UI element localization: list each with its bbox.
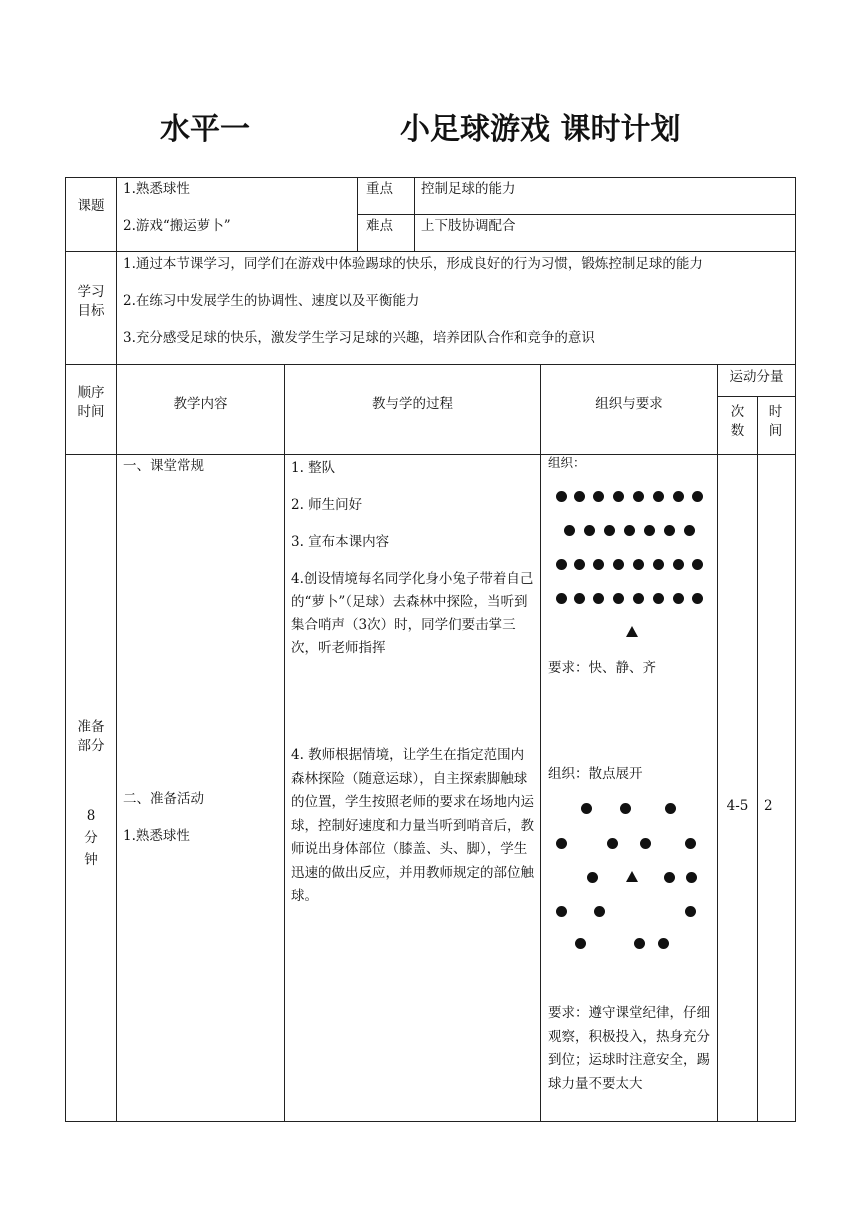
student-dot bbox=[584, 525, 595, 536]
page-title bbox=[0, 104, 860, 154]
student-dot bbox=[686, 872, 697, 883]
student-dot bbox=[581, 803, 592, 814]
header-load: 运动分量 bbox=[729, 369, 784, 385]
student-dot bbox=[620, 803, 631, 814]
student-dot bbox=[653, 593, 664, 604]
org-label-2: 组织：散点展开 bbox=[548, 766, 643, 782]
student-dot bbox=[613, 491, 624, 502]
prep-content-warmup: 二、准备活动 bbox=[123, 791, 204, 807]
student-dot bbox=[613, 593, 624, 604]
topic-item-1: 1.熟悉球性 bbox=[123, 181, 190, 197]
student-dot bbox=[607, 838, 618, 849]
student-dot bbox=[644, 525, 655, 536]
student-dot bbox=[624, 525, 635, 536]
student-dot bbox=[556, 491, 567, 502]
requirement-1: 要求：快、静、齐 bbox=[548, 660, 656, 676]
student-dot bbox=[593, 559, 604, 570]
header-count: 次数 bbox=[730, 404, 745, 439]
org-label-1: 组织： bbox=[548, 455, 586, 470]
header-process: 教与学的过程 bbox=[372, 396, 453, 412]
header-order-time: 顺序时间 bbox=[77, 385, 105, 420]
difficulty-label: 难点 bbox=[366, 218, 393, 234]
student-dot bbox=[653, 559, 664, 570]
student-dot bbox=[665, 803, 676, 814]
prep-content-routine: 一、课堂常规 bbox=[123, 458, 204, 474]
student-dot bbox=[556, 838, 567, 849]
student-dot bbox=[685, 906, 696, 917]
prep-section-label: 准备部分 bbox=[77, 719, 105, 754]
student-dot bbox=[574, 491, 585, 502]
goal-item-2: 2.在练习中发展学生的协调性、速度以及平衡能力 bbox=[123, 293, 420, 309]
teacher-marker-icon bbox=[626, 871, 638, 882]
student-dot bbox=[692, 491, 703, 502]
student-dot bbox=[613, 559, 624, 570]
student-dot bbox=[593, 491, 604, 502]
difficulty-value: 上下肢协调配合 bbox=[421, 218, 516, 234]
process-item-4: 4.创设情境每名同学化身小兔子带着自己的“萝卜”（足球）去森林中探险，当听到集合哨声（3次）时，同学们要击掌三次，听老师指挥 bbox=[291, 571, 534, 656]
student-dot bbox=[673, 593, 684, 604]
process-item-3: 3. 宣布本课内容 bbox=[291, 534, 390, 550]
teacher-marker-icon bbox=[626, 626, 638, 637]
student-dot bbox=[564, 525, 575, 536]
student-dot bbox=[653, 491, 664, 502]
goal-item-3: 3.充分感受足球的快乐，激发学生学习足球的兴趣，培养团队合作和竞争的意识 bbox=[123, 330, 595, 346]
student-dot bbox=[633, 559, 644, 570]
process-item-1: 1. 整队 bbox=[291, 460, 336, 476]
student-dot bbox=[664, 872, 675, 883]
requirement-2: 要求：遵守课堂纪律，仔细观察，积极投入，热身充分到位；运球时注意安全，踢球力量不要太大 bbox=[548, 1005, 710, 1092]
student-dot bbox=[633, 593, 644, 604]
process-item-2: 2. 师生问好 bbox=[291, 497, 363, 513]
student-dot bbox=[594, 906, 605, 917]
student-dot bbox=[658, 938, 669, 949]
student-dot bbox=[574, 593, 585, 604]
header-organization: 组织与要求 bbox=[595, 396, 663, 412]
topic-item-2: 2.游戏“搬运萝卜” bbox=[123, 218, 231, 234]
student-dot bbox=[574, 559, 585, 570]
key-point-label: 重点 bbox=[366, 181, 393, 197]
topic-label: 课题 bbox=[77, 198, 105, 214]
prep-process-list bbox=[291, 457, 537, 679]
student-dot bbox=[673, 491, 684, 502]
prep-process-2: 4. 教师根据情境，让学生在指定范围内森林探险（随意运球），自主探索脚触球的位置，学生按照老师的要求在场地内运球，控制好速度和力量当听到哨音后，教师说出身体部位（膝盖、头、脚），学生迅速的做出反应，并用教师规定的部位触球。 bbox=[291, 747, 534, 904]
student-dot bbox=[593, 593, 604, 604]
header-time: 时间 bbox=[768, 404, 783, 439]
title-level: 水平一 bbox=[160, 112, 250, 147]
prep-minutes: 8分钟 bbox=[84, 808, 98, 868]
goal-item-1: 1.通过本节课学习，同学们在游戏中体验踢球的快乐，形成良好的行为习惯，锻炼控制足球的能力 bbox=[123, 256, 703, 272]
student-dot bbox=[685, 838, 696, 849]
student-dot bbox=[556, 593, 567, 604]
student-dot bbox=[692, 593, 703, 604]
prep-content-ball-feel: 1.熟悉球性 bbox=[123, 828, 190, 844]
header-content: 教学内容 bbox=[173, 396, 228, 412]
student-dot bbox=[664, 525, 675, 536]
goals-label: 学习目标 bbox=[77, 284, 105, 319]
student-dot bbox=[633, 491, 644, 502]
student-dot bbox=[673, 559, 684, 570]
student-dot bbox=[556, 559, 567, 570]
student-dot bbox=[684, 525, 695, 536]
student-dot bbox=[575, 938, 586, 949]
key-point-value: 控制足球的能力 bbox=[421, 181, 516, 197]
student-dot bbox=[634, 938, 645, 949]
student-dot bbox=[556, 906, 567, 917]
student-dot bbox=[640, 838, 651, 849]
title-name: 小足球游戏 课时计划 bbox=[400, 112, 681, 147]
prep-count: 4-5 bbox=[726, 798, 749, 814]
student-dot bbox=[587, 872, 598, 883]
student-dot bbox=[692, 559, 703, 570]
student-dot bbox=[604, 525, 615, 536]
prep-time: 2 bbox=[764, 798, 773, 814]
